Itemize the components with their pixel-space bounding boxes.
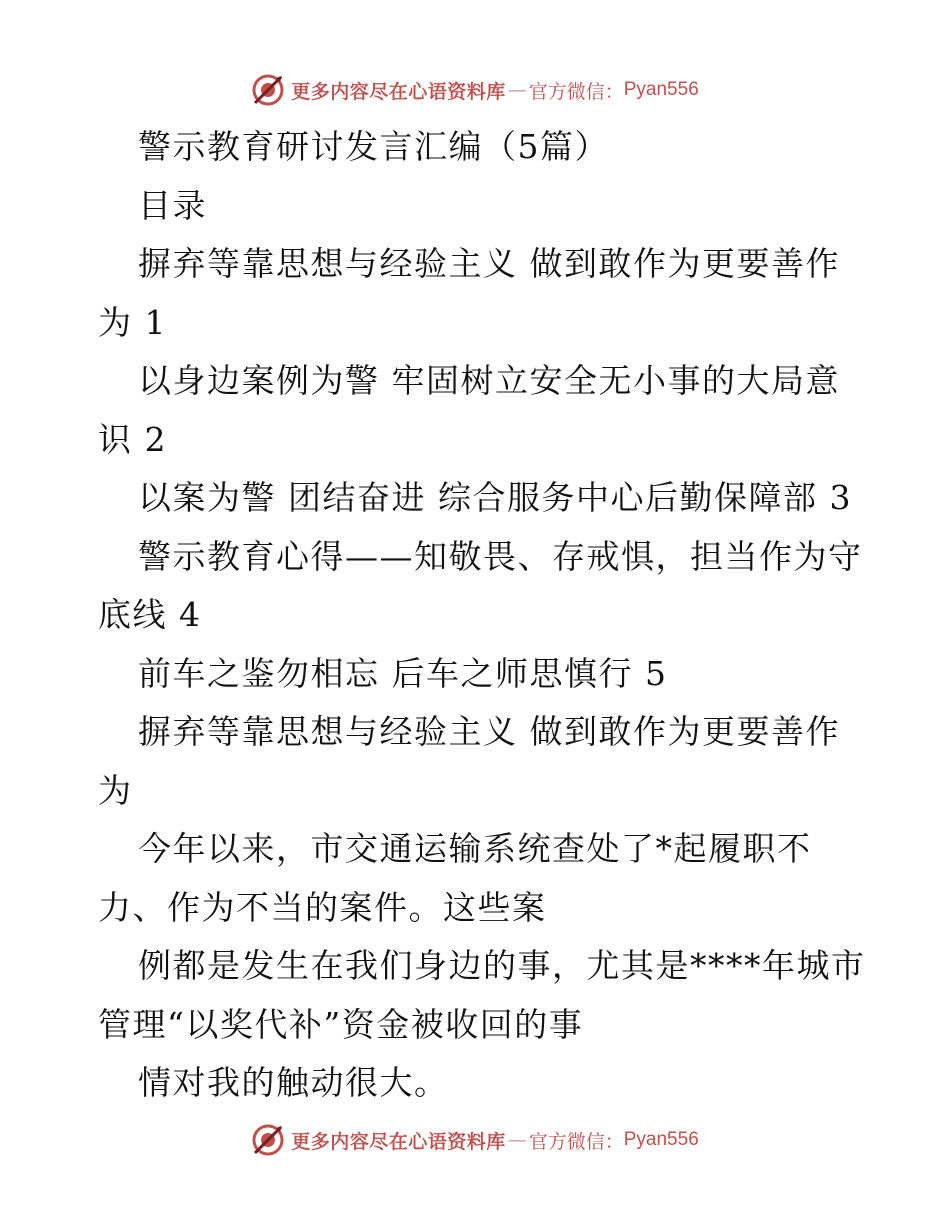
watermark-dash: — [507, 1129, 527, 1151]
toc-heading: 目录 [138, 185, 207, 225]
toc-entry-3: 以案为警 团结奋进 综合服务中心后勤保障部 3 [138, 478, 852, 517]
watermark-dash: — [507, 79, 527, 101]
watermark-wechat-id: Pyan556 [623, 79, 699, 100]
toc-entry-1-cont: 为 1 [98, 302, 167, 342]
footer-watermark [0, 1120, 950, 1160]
paragraph-line: 例都是发生在我们身边的事，尤其是****年城市 [138, 946, 866, 985]
paragraph-line: 力、作为不当的案件。这些案 [98, 887, 547, 927]
paragraph-line: 情对我的触动很大。 [138, 1063, 449, 1102]
watermark-wechat-label: 官方微信： [528, 1130, 624, 1153]
toc-entry-1: 摒弃等靠思想与经验主义 做到敢作为更要善作 [138, 244, 840, 283]
toc-entry-4-cont: 底线 4 [98, 595, 202, 634]
toc-entry-2-cont: 识 2 [98, 419, 167, 459]
toc-entry-4: 警示教育心得——知敬畏、存戒惧，担当作为守 [138, 536, 863, 576]
document-title: 警示教育研讨发言汇编（5篇） [138, 127, 609, 166]
toc-entry-5: 前车之鉴勿相忘 后车之师思慎行 5 [138, 653, 668, 693]
document-body [98, 118, 866, 1113]
logo-icon [251, 1123, 285, 1157]
watermark-wechat-id: Pyan556 [623, 1129, 699, 1150]
header-watermark [0, 70, 950, 110]
watermark-wechat-label: 官方微信： [528, 80, 624, 103]
logo-icon [251, 73, 285, 107]
paragraph-line: 今年以来，市交通运输系统查处了*起履职不 [138, 829, 812, 868]
paragraph-line: 管理“以奖代补”资金被收回的事 [98, 1004, 584, 1044]
toc-entry-2: 以身边案例为警 牢固树立安全无小事的大局意 [138, 361, 840, 400]
section-heading-cont: 为 [98, 770, 133, 810]
watermark-brand: 更多内容尽在心语资料库 [291, 1130, 506, 1153]
section-heading: 摒弃等靠思想与经验主义 做到敢作为更要善作 [138, 712, 840, 751]
watermark-brand: 更多内容尽在心语资料库 [291, 80, 506, 103]
